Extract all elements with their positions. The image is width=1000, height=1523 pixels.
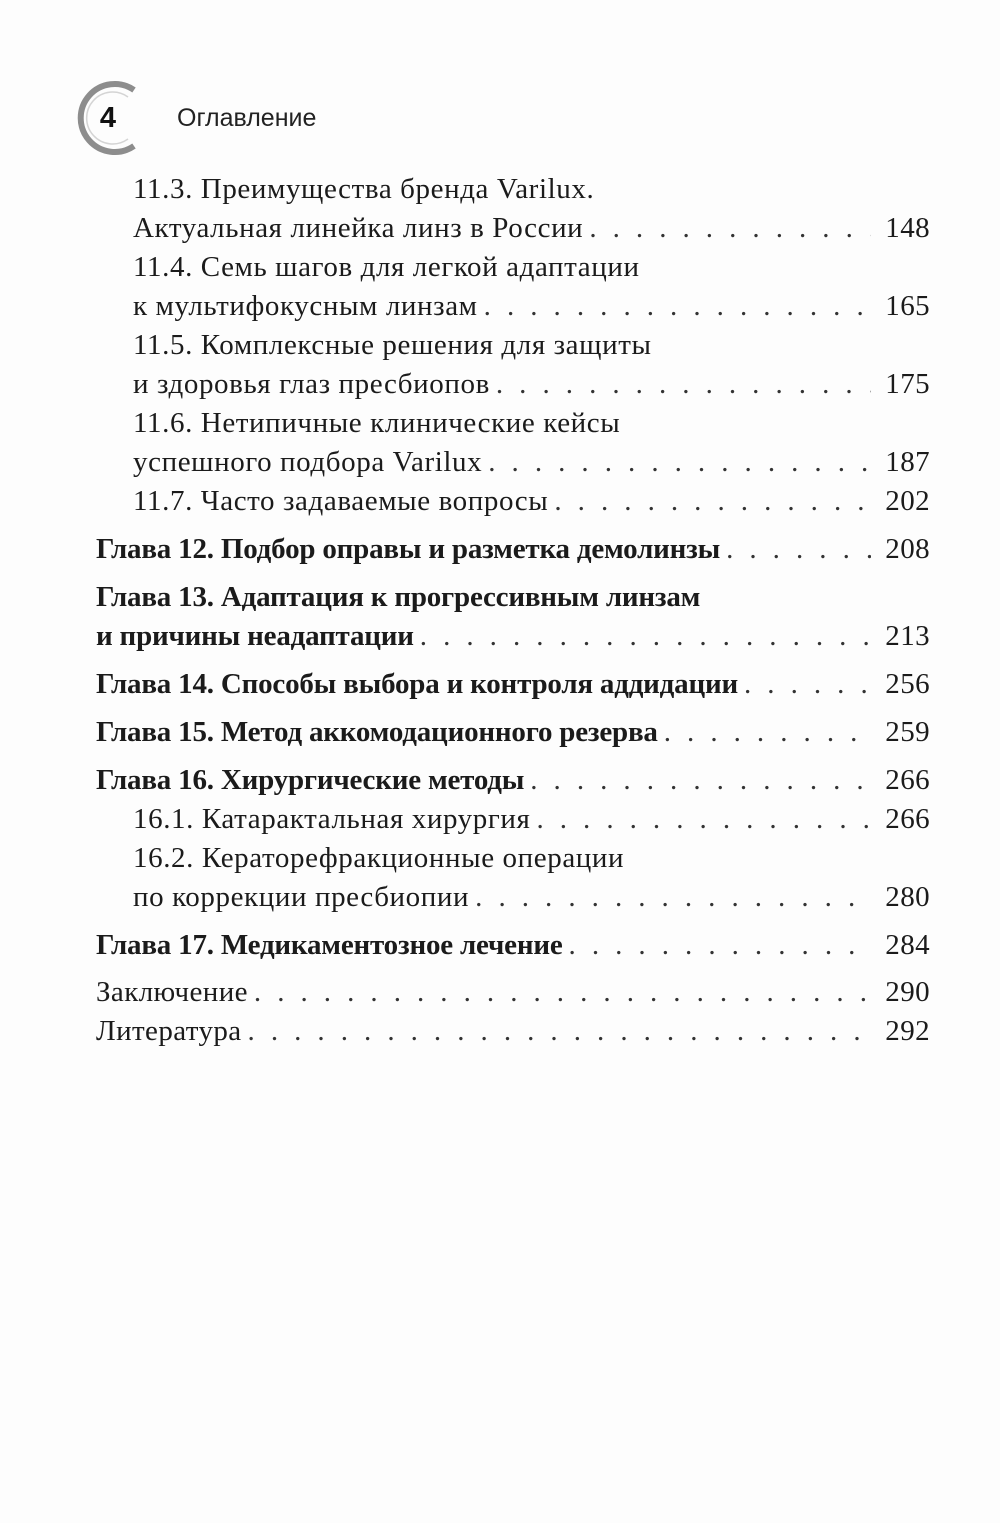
toc-entry-11-5 bbox=[96, 326, 930, 404]
toc-page-number: 292 bbox=[885, 1015, 930, 1047]
dot-leader bbox=[548, 482, 871, 521]
dot-leader bbox=[414, 617, 872, 656]
toc-chapter-14 bbox=[96, 665, 930, 704]
toc-entry-title: Литература bbox=[96, 1015, 242, 1047]
toc-entry-title: Глава 16. Хирургические методы bbox=[96, 764, 525, 796]
dot-leader bbox=[242, 1012, 872, 1051]
toc-page-number: 266 bbox=[885, 803, 930, 835]
toc-entry-title: по коррекции пресбиопии bbox=[133, 881, 470, 913]
toc-entry-11-7 bbox=[96, 482, 930, 521]
toc-entry-title: и причины неадаптации bbox=[96, 620, 414, 652]
toc-entry-conclusion bbox=[96, 973, 930, 1012]
toc-entry-title: 11.6. Нетипичные клинические кейсы bbox=[133, 407, 621, 439]
dot-leader bbox=[658, 713, 872, 752]
dot-leader bbox=[738, 665, 871, 704]
toc-page-number: 266 bbox=[885, 764, 930, 796]
toc-entry-literature bbox=[96, 1012, 930, 1051]
toc-entry-16-2 bbox=[96, 839, 930, 917]
toc-entry-title: Глава 17. Медикаментозное лечение bbox=[96, 929, 563, 961]
toc-page-number: 175 bbox=[885, 368, 930, 400]
toc-chapter-17 bbox=[96, 926, 930, 965]
page-number: 4 bbox=[99, 102, 117, 134]
toc-chapter-12 bbox=[96, 530, 930, 569]
toc-page-number: 256 bbox=[885, 668, 930, 700]
toc-entry-title: Актуальная линейка линз в России bbox=[133, 212, 584, 244]
toc-entry-title: Глава 15. Метод аккомодационного резерва bbox=[96, 716, 658, 748]
toc-chapter-16 bbox=[96, 761, 930, 800]
toc-entry-title: 16.1. Катарактальная хирургия bbox=[133, 803, 531, 835]
toc-page-number: 259 bbox=[885, 716, 930, 748]
toc-page-number: 280 bbox=[885, 881, 930, 913]
dot-leader bbox=[583, 209, 871, 248]
dot-leader bbox=[530, 800, 871, 839]
section-title: Оглавление bbox=[177, 104, 317, 132]
toc-entry-16-1 bbox=[96, 800, 930, 839]
toc-chapter-15 bbox=[96, 713, 930, 752]
toc-entry-title: и здоровья глаз пресбиопов bbox=[133, 368, 490, 400]
toc-page-number: 208 bbox=[885, 533, 930, 565]
dot-leader bbox=[248, 973, 871, 1012]
toc-entry-title: успешного подбора Varilux bbox=[133, 446, 483, 478]
toc-entry-11-3 bbox=[96, 170, 930, 248]
running-header bbox=[68, 78, 468, 158]
toc-page-number: 202 bbox=[885, 485, 930, 517]
toc-entry-title: 11.4. Семь шагов для легкой адаптации bbox=[133, 251, 640, 283]
dot-leader bbox=[524, 761, 871, 800]
toc-entry-title: к мультифокусным линзам bbox=[133, 290, 478, 322]
toc-page-number: 165 bbox=[885, 290, 930, 322]
toc-entry-title: Глава 13. Адаптация к прогрессивным линзам bbox=[96, 581, 701, 613]
toc-entry-title: 11.5. Комплексные решения для защиты bbox=[133, 329, 652, 361]
toc-entry-title: 11.3. Преимущества бренда Varilux. bbox=[133, 173, 595, 205]
toc-entry-11-4 bbox=[96, 248, 930, 326]
dot-leader bbox=[482, 443, 871, 482]
toc-entry-title: Глава 12. Подбор оправы и разметка демолинзы bbox=[96, 533, 721, 565]
toc-entry-title: Глава 14. Способы выбора и контроля аддидации bbox=[96, 668, 738, 700]
dot-leader bbox=[563, 926, 872, 965]
table-of-contents bbox=[96, 170, 930, 1051]
toc-page-number: 148 bbox=[885, 212, 930, 244]
toc-entry-title: 16.2. Кераторефракционные операции bbox=[133, 842, 625, 874]
toc-page-number: 187 bbox=[885, 446, 930, 478]
toc-chapter-13 bbox=[96, 578, 930, 656]
toc-page-number: 290 bbox=[885, 976, 930, 1008]
toc-entry-title: Заключение bbox=[96, 976, 248, 1008]
dot-leader bbox=[478, 287, 872, 326]
toc-page-number: 284 bbox=[885, 929, 930, 961]
dot-leader bbox=[490, 365, 871, 404]
dot-leader bbox=[720, 530, 871, 569]
toc-page-number: 213 bbox=[885, 620, 930, 652]
toc-entry-11-6 bbox=[96, 404, 930, 482]
dot-leader bbox=[469, 878, 871, 917]
toc-entry-title: 11.7. Часто задаваемые вопросы bbox=[133, 485, 549, 517]
